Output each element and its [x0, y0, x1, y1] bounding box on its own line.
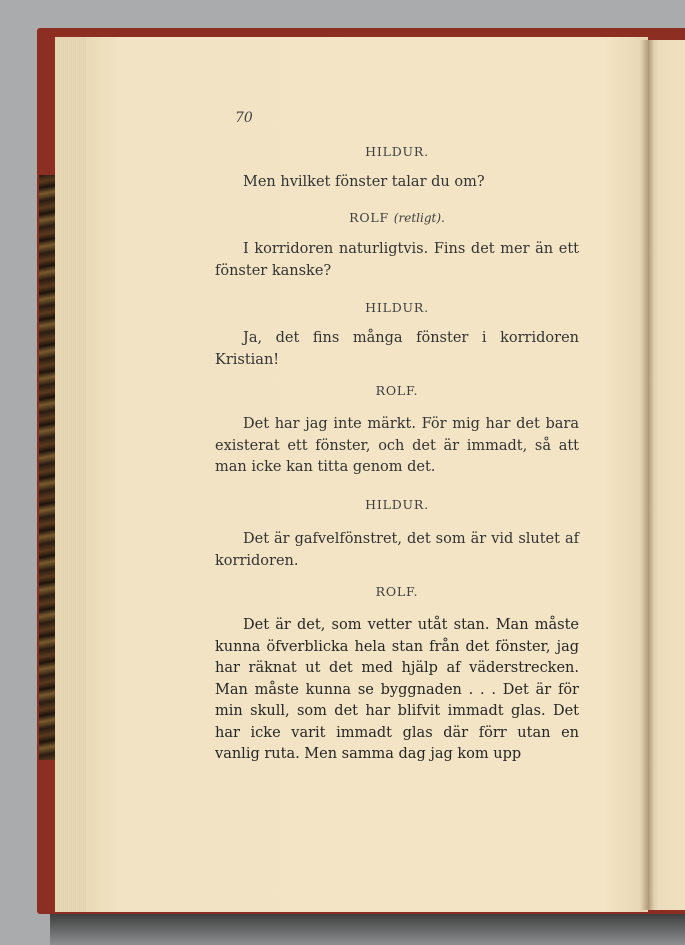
speech-paragraph: Det är gafvelfönstret, det som är vid slutet af korridoren.: [215, 531, 579, 569]
speaker-name: ROLF: [349, 210, 390, 225]
speaker-label: [215, 383, 579, 398]
speech-paragraph: I korridoren naturligtvis. Fins det mer än ett fönster kanske?: [215, 241, 579, 279]
page-number: 70: [235, 110, 253, 126]
speaker-name: ROLF.: [375, 584, 419, 599]
speech-paragraph: Det är det, som vetter utåt stan. Man måste kunna öfverblicka hela stan från det fönster, jag har räknat ut det med hjälp af väderstrecken. Man måste kunna se byggnaden . . . Det är för min skull, som det har blifvit immadt glas. Det har icke varit immadt glas där förr utan en vanlig ruta. Men samma dag jag kom upp: [215, 617, 579, 762]
speaker-name: HILDUR.: [365, 497, 429, 512]
speaker-label: [215, 584, 579, 599]
table-shadow: [50, 912, 685, 945]
speech-paragraph: Det har jag inte märkt. För mig har det bara existerat ett fönster, och det är immadt, så att man icke kan titta genom det.: [215, 416, 579, 475]
stage-direction: (retligt).: [393, 211, 445, 225]
speaker-name: ROLF.: [375, 383, 419, 398]
speech-paragraph: Men hvilket fönster talar du om?: [243, 174, 485, 190]
speaker-label: [215, 144, 579, 159]
speech-paragraph: Ja, det fins många fönster i korridoren Kristian!: [215, 330, 579, 368]
speaker-label: [215, 300, 579, 315]
speaker-label: [215, 210, 579, 225]
speaker-label: [215, 497, 579, 512]
page-edges: [55, 37, 88, 912]
page-gutter: [640, 40, 654, 910]
speaker-name: HILDUR.: [365, 144, 429, 159]
marbled-spine: [39, 175, 55, 760]
speaker-name: HILDUR.: [365, 300, 429, 315]
